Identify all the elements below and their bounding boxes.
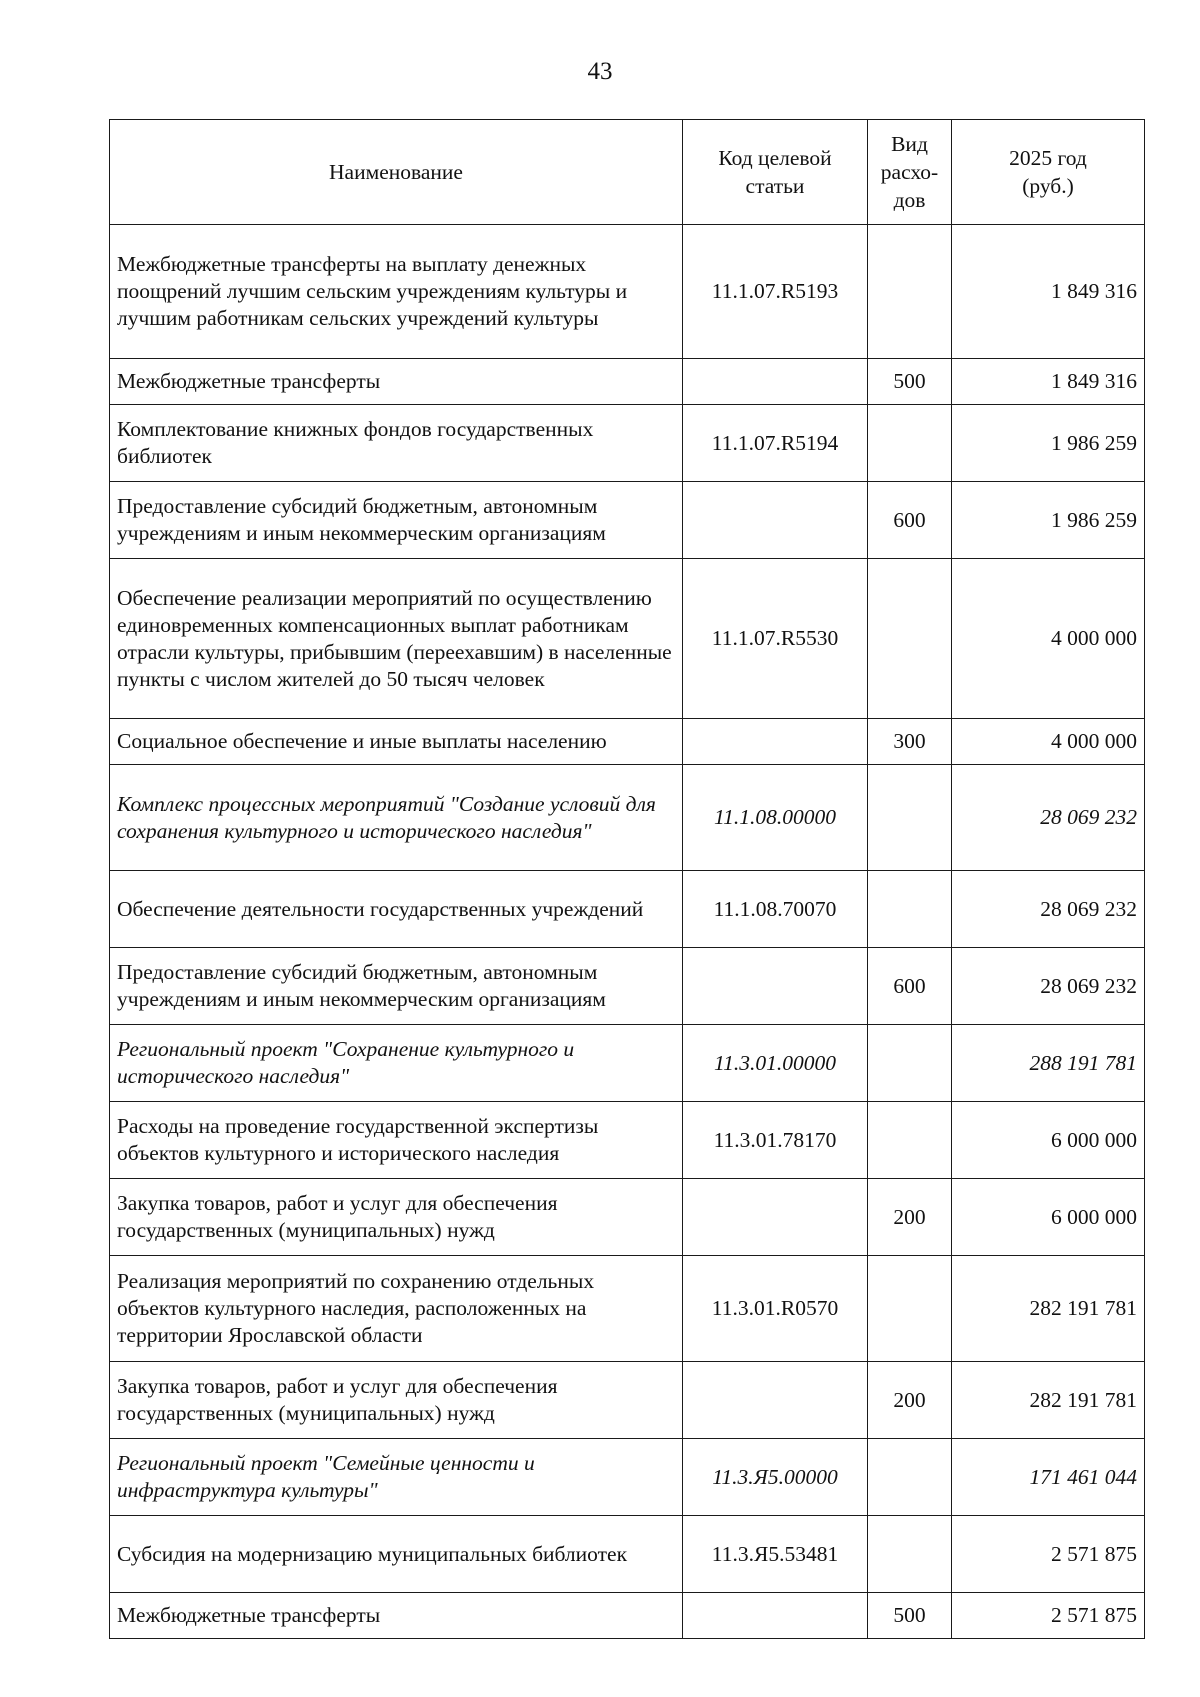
cell-sum: 2 571 875 [952,1593,1145,1639]
cell-kind [868,1439,952,1516]
table-row [110,1256,1145,1362]
cell-name: Социальное обеспечение и иные выплаты населению [110,719,683,765]
header-kind-text: Вид расхо-дов [880,132,939,212]
cell-name: Расходы на проведение государственной экспертизы объектов культурного и исторического наследия [110,1102,683,1179]
cell-kind [868,559,952,719]
cell-kind [868,871,952,948]
cell-code [683,359,868,405]
cell-code [683,719,868,765]
cell-code: 11.3.01.R0570 [683,1256,868,1362]
table-row [110,482,1145,559]
cell-name: Субсидия на модернизацию муниципальных библиотек [110,1516,683,1593]
cell-sum: 28 069 232 [952,765,1145,871]
page-number: 43 [587,58,613,85]
cell-code [683,1362,868,1439]
cell-sum: 4 000 000 [952,719,1145,765]
cell-kind [868,1256,952,1362]
header-sum [952,120,1145,225]
cell-kind: 500 [868,359,952,405]
cell-name: Закупка товаров, работ и услуг для обеспечения государственных (муниципальных) нужд [110,1362,683,1439]
cell-code: 11.3.01.78170 [683,1102,868,1179]
cell-code [683,1593,868,1639]
cell-code [683,1179,868,1256]
table-row [110,559,1145,719]
header-code [683,120,868,225]
cell-sum: 28 069 232 [952,871,1145,948]
cell-kind: 200 [868,1362,952,1439]
cell-kind [868,405,952,482]
cell-name: Региональный проект "Семейные ценности и инфраструктура культуры" [110,1439,683,1516]
cell-kind [868,1516,952,1593]
cell-name: Обеспечение реализации мероприятий по осуществлению единовременных компенсационных выплат работникам отрасли культуры, прибывшим (переехавшим) в населенные пункты с числом жителей до 50 тысяч человек [110,559,683,719]
cell-sum: 6 000 000 [952,1179,1145,1256]
header-code-text: Код целевой статьи [718,146,832,198]
header-row [110,120,1145,225]
cell-kind: 600 [868,948,952,1025]
cell-code: 11.1.08.00000 [683,765,868,871]
cell-sum: 2 571 875 [952,1516,1145,1593]
cell-sum: 282 191 781 [952,1256,1145,1362]
table-row [110,405,1145,482]
cell-sum: 282 191 781 [952,1362,1145,1439]
cell-name: Комплектование книжных фондов государственных библиотек [110,405,683,482]
cell-code [683,948,868,1025]
cell-kind [868,225,952,359]
cell-sum: 1 849 316 [952,225,1145,359]
cell-name: Межбюджетные трансферты [110,1593,683,1639]
header-name: Наименование [110,120,683,225]
cell-code: 11.1.08.70070 [683,871,868,948]
cell-sum: 171 461 044 [952,1439,1145,1516]
table-row [110,948,1145,1025]
cell-code [683,482,868,559]
cell-name: Региональный проект "Сохранение культурного и исторического наследия" [110,1025,683,1102]
cell-name: Комплекс процессных мероприятий "Создание условий для сохранения культурного и исторического наследия" [110,765,683,871]
table-row [110,1593,1145,1639]
table-row [110,359,1145,405]
table-row [110,1025,1145,1102]
cell-name: Обеспечение деятельности государственных учреждений [110,871,683,948]
table-row [110,871,1145,948]
table-row [110,1179,1145,1256]
table-row [110,719,1145,765]
header-kind [868,120,952,225]
cell-code: 11.1.07.R5530 [683,559,868,719]
cell-code: 11.1.07.R5194 [683,405,868,482]
cell-sum: 4 000 000 [952,559,1145,719]
cell-sum: 1 986 259 [952,482,1145,559]
cell-kind [868,765,952,871]
table-row [110,1362,1145,1439]
cell-name: Реализация мероприятий по сохранению отдельных объектов культурного наследия, расположенных на территории Ярославской области [110,1256,683,1362]
table-row [110,1516,1145,1593]
cell-code: 11.3.Я5.53481 [683,1516,868,1593]
cell-code: 11.3.Я5.00000 [683,1439,868,1516]
cell-kind [868,1102,952,1179]
cell-sum: 288 191 781 [952,1025,1145,1102]
cell-sum: 1 986 259 [952,405,1145,482]
table-row [110,1439,1145,1516]
cell-kind: 600 [868,482,952,559]
cell-kind: 200 [868,1179,952,1256]
table-row [110,765,1145,871]
cell-code: 11.3.01.00000 [683,1025,868,1102]
cell-name: Предоставление субсидий бюджетным, автономным учреждениям и иным некоммерческим организациям [110,482,683,559]
cell-name: Закупка товаров, работ и услуг для обеспечения государственных (муниципальных) нужд [110,1179,683,1256]
cell-kind [868,1025,952,1102]
cell-sum: 6 000 000 [952,1102,1145,1179]
cell-kind: 300 [868,719,952,765]
cell-kind: 500 [868,1593,952,1639]
cell-code: 11.1.07.R5193 [683,225,868,359]
cell-sum: 28 069 232 [952,948,1145,1025]
cell-name: Межбюджетные трансферты [110,359,683,405]
table-row [110,225,1145,359]
cell-name: Предоставление субсидий бюджетным, автономным учреждениям и иным некоммерческим организациям [110,948,683,1025]
cell-sum: 1 849 316 [952,359,1145,405]
header-sum-text: 2025 год (руб.) [1009,146,1087,198]
budget-table [109,119,1145,1639]
table-row [110,1102,1145,1179]
cell-name: Межбюджетные трансферты на выплату денежных поощрений лучшим сельским учреждениям культуры и лучшим работникам сельских учреждений культуры [110,225,683,359]
